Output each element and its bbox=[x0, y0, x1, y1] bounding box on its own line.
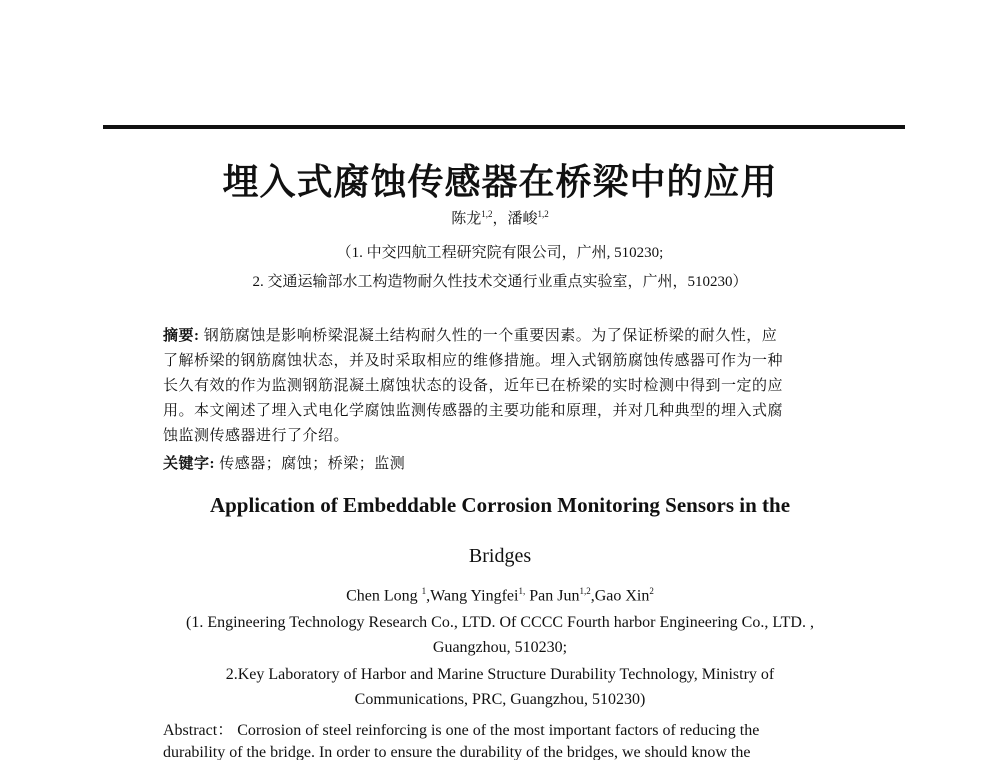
affiliation-english: (1. Engineering Technology Research Co., LTD. Of CCCC Fourth harbor Engineering Co., LTD. , bbox=[186, 614, 814, 631]
author-affil-mark: 1,2 bbox=[537, 209, 549, 219]
affiliation-english: Guangzhou, 510230; bbox=[432, 639, 568, 656]
keywords-text: 传感器；腐蚀；桥梁；监测 bbox=[219, 456, 406, 472]
abstract-chinese-line: 用。本文阐述了埋入式电化学腐蚀监测传感器的主要功能和原理，并对几种典型的埋入式腐 bbox=[163, 403, 784, 419]
affiliation-english: Communications, PRC, Guangzhou, 510230) bbox=[354, 691, 646, 708]
author-affil-mark: 1, bbox=[518, 586, 526, 596]
keywords-chinese bbox=[163, 452, 405, 473]
abstract-chinese-line: 长久有效的作为监测钢筋混凝土腐蚀状态的设备，近年已在桥梁的实时检测中得到一定的应 bbox=[163, 378, 784, 394]
author-affil-mark: 2 bbox=[649, 586, 654, 596]
abstract-chinese-line: 了解桥梁的钢筋腐蚀状态，并及时采取相应的维修措施。埋入式钢筋腐蚀传感器可作为一种 bbox=[163, 353, 784, 369]
authors-chinese bbox=[0, 207, 1000, 228]
affiliation-english: 2.Key Laboratory of Harbor and Marine Structure Durability Technology, Ministry of bbox=[225, 666, 775, 683]
title-english-line2: Bridges bbox=[468, 545, 532, 567]
abstract-english-line bbox=[163, 717, 759, 740]
author-name: Pan Jun bbox=[525, 587, 580, 605]
abstract-english-line: durability of the bridge. In order to ensure the durability of the bridges, we should know the bbox=[163, 744, 751, 760]
abstract-text: 钢筋腐蚀是影响桥梁混凝土结构耐久性的一个重要因素。为了保证桥梁的耐久性，应 bbox=[203, 328, 778, 344]
affiliation-chinese: 2. 交通运输部水工构造物耐久性技术交通行业重点实验室，广州，510230） bbox=[252, 274, 748, 290]
author-name: Chen Long bbox=[346, 587, 422, 605]
author-affil-mark: 1,2 bbox=[481, 209, 493, 219]
affiliation-chinese: （1. 中交四航工程研究院有限公司，广州, 510230; bbox=[336, 245, 664, 261]
author-affil-mark: 1,2 bbox=[579, 586, 591, 596]
abstract-text: Corrosion of steel reinforcing is one of the most important factors of reducing the bbox=[237, 722, 760, 739]
header-rule bbox=[103, 125, 905, 129]
author-name: ,Gao Xin bbox=[590, 587, 650, 605]
author-name: 陈龙 bbox=[451, 211, 482, 227]
author-affil-mark: 1 bbox=[421, 586, 427, 596]
title-english-line1: Application of Embeddable Corrosion Monitoring Sensors in the bbox=[209, 493, 791, 517]
title-chinese: 埋入式腐蚀传感器在桥梁中的应用 bbox=[222, 162, 778, 202]
authors-english bbox=[0, 586, 1000, 605]
abstract-chinese-line: 蚀监测传感器进行了介绍。 bbox=[163, 428, 350, 444]
abstract-label: 摘要: bbox=[163, 328, 200, 344]
author-name: ,Wang Yingfei bbox=[426, 587, 519, 605]
author-name: 潘峻 bbox=[507, 211, 538, 227]
author-separator: ， bbox=[492, 211, 508, 227]
abstract-chinese-line bbox=[163, 324, 777, 345]
abstract-label: Abstract： bbox=[163, 722, 234, 739]
keywords-label: 关键字: bbox=[163, 456, 215, 472]
